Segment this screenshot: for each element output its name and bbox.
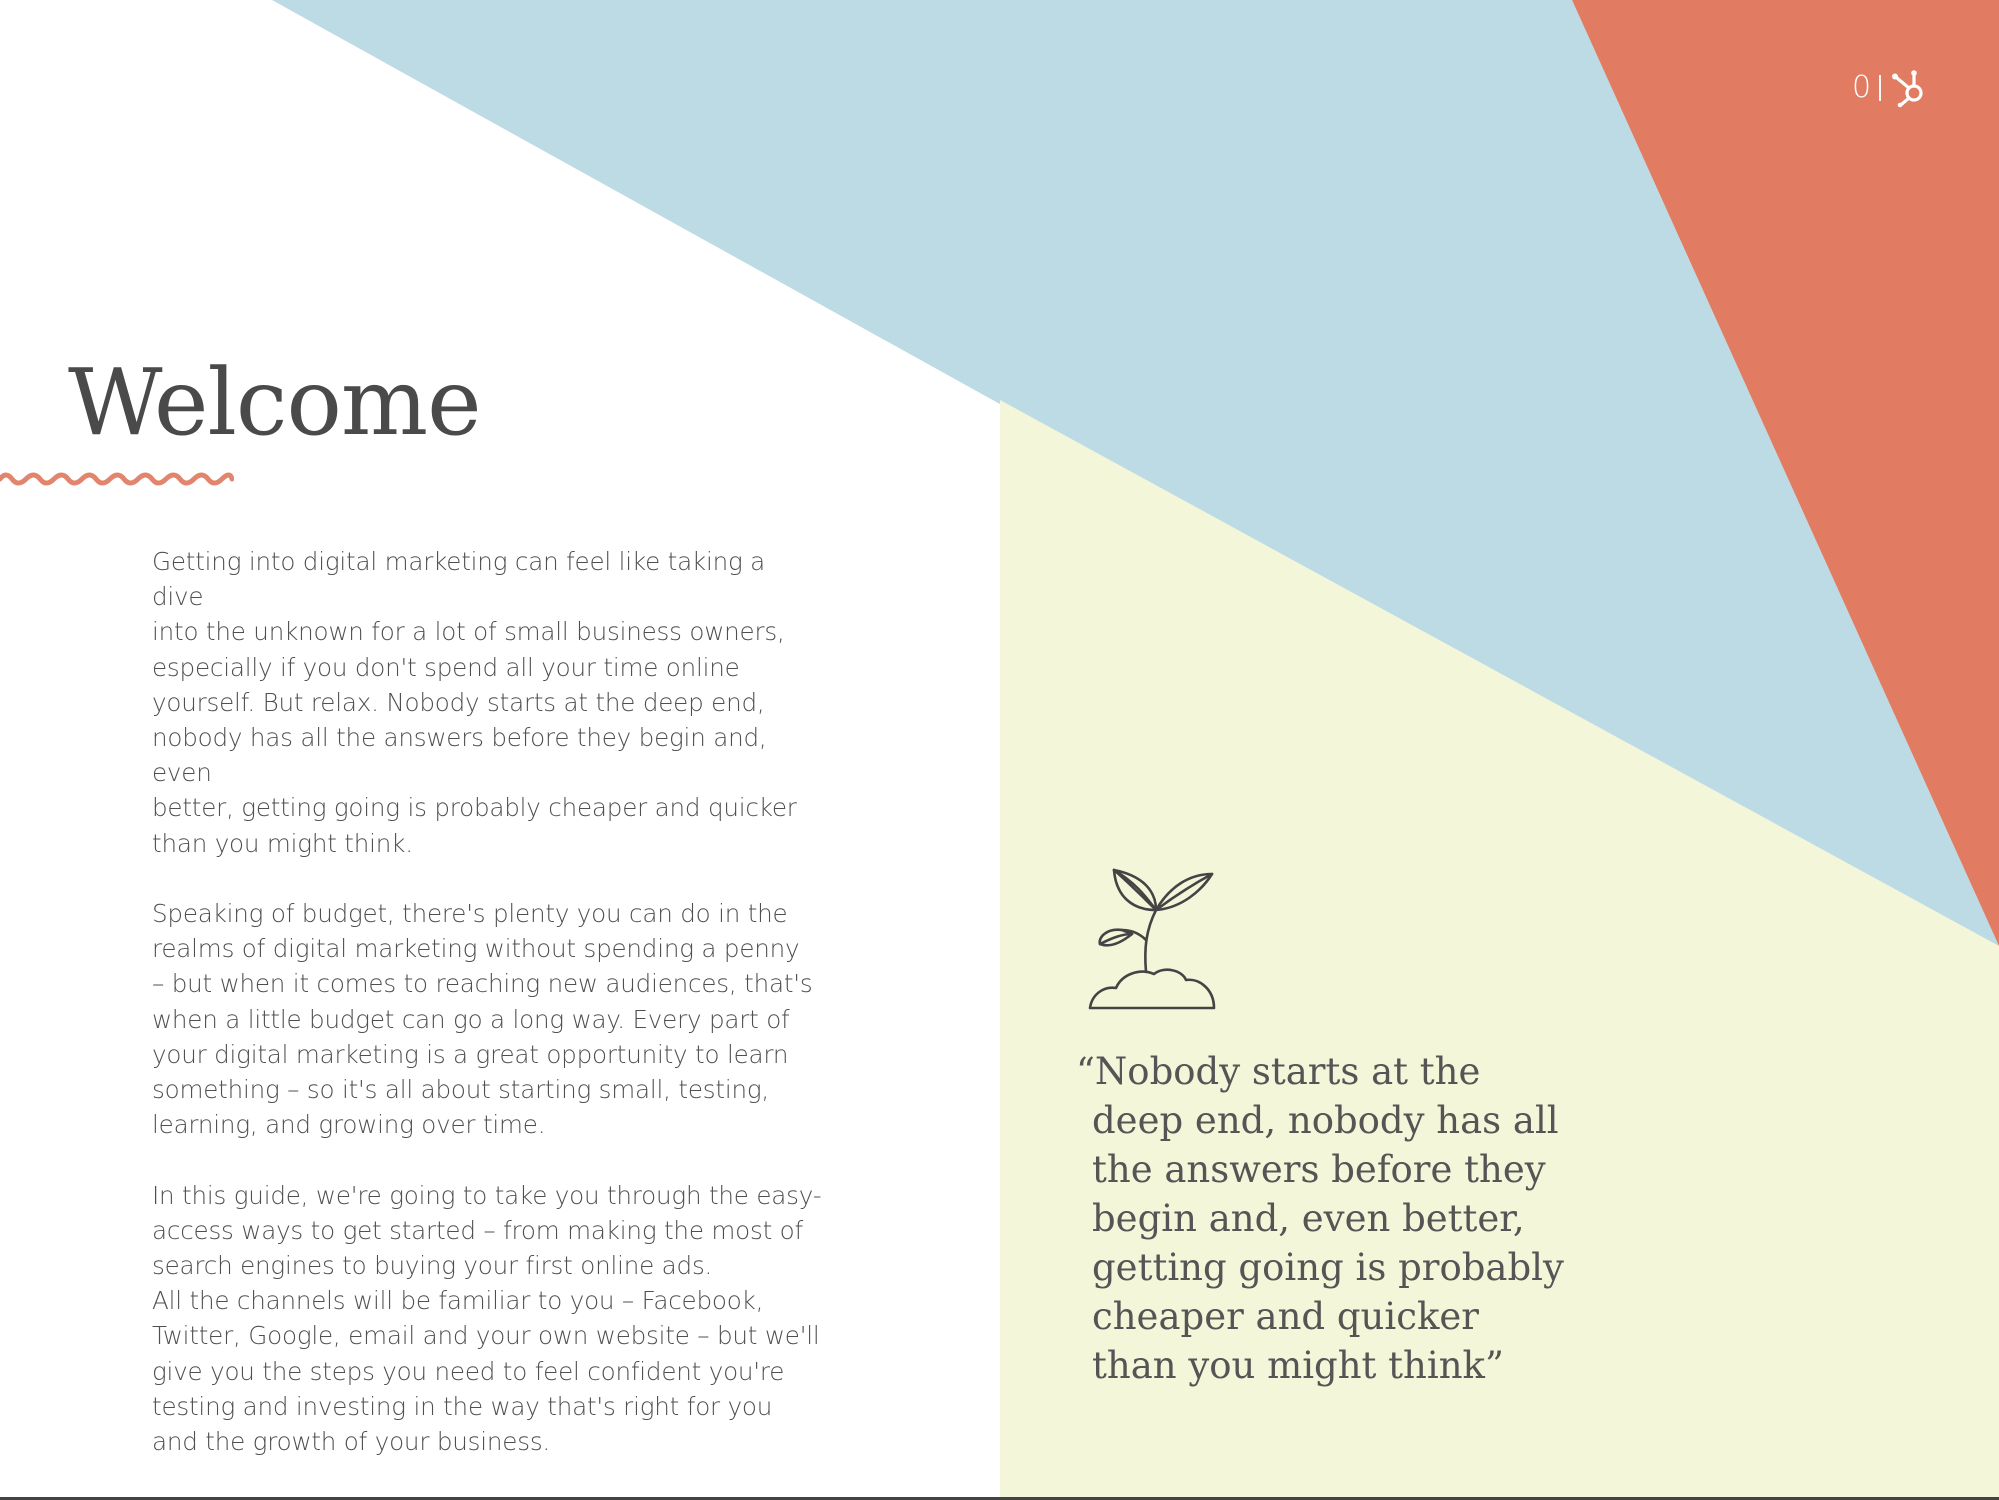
- pull-quote: “Nobody starts at the deep end, nobody has all the answers before they begin and, even better, getting going is probably cheaper and quicker than you might think”: [1076, 1050, 1564, 1387]
- seedling-icon: [1086, 830, 1220, 1010]
- body-paragraph-3: In this guide, we're going to take you through the easy- access ways to get started – from making the most of search engines to buying your first online ads. All the channels will be familiar to you – Facebook, Twitter, Google, email and your own website – but we'll give you the steps you need to feel confident you're testing and investing in the way that's right for you and the growth of your business.: [152, 1180, 822, 1457]
- hubspot-sprocket-icon: [1889, 68, 1929, 108]
- page-number: 0: [1852, 70, 1872, 105]
- body-paragraph-1: Getting into digital marketing can feel like taking a dive into the unknown for a lot of small business owners, especially if you don't spend all your time online yourself. But relax. Nobody starts at the deep end, nobody has all the answers before they begin and, even better, getting going is probably cheaper and quicker than you might think.: [152, 547, 797, 858]
- body-copy: [152, 544, 822, 1459]
- header-divider: [1879, 75, 1881, 101]
- page-header: [1852, 66, 1929, 110]
- wavy-line-icon: [0, 468, 234, 494]
- body-paragraph-2: Speaking of budget, there's plenty you can do in the realms of digital marketing without spending a penny – but when it comes to reaching new audiences, that's when a little budget can go a long way. Every part of your digital marketing is a great opportunity to learn something – so it's all about starting small, testing, learning, and growing over time.: [152, 899, 813, 1140]
- page-title: Welcome: [68, 349, 481, 456]
